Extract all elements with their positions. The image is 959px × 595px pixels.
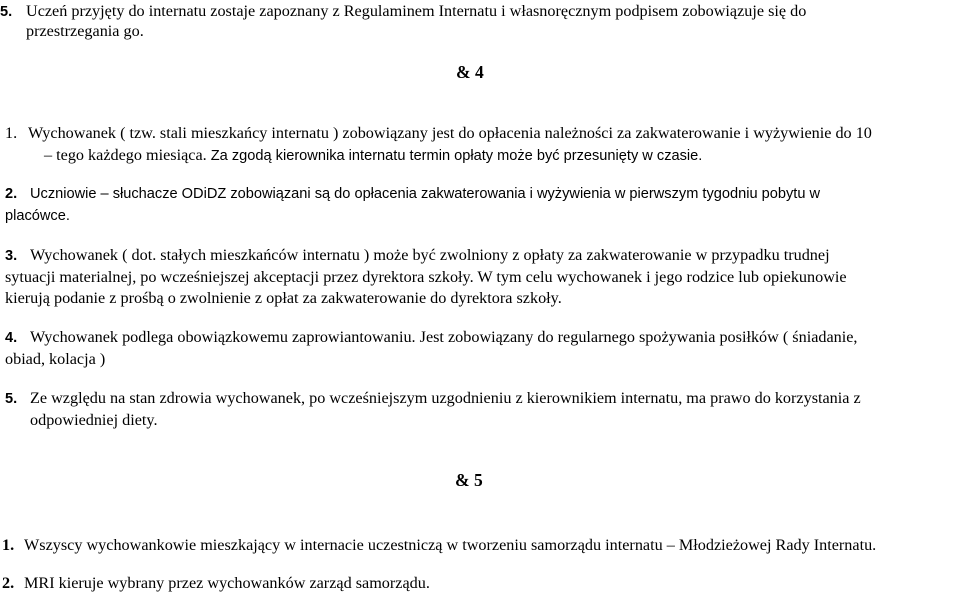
- section-4-point-5-line-2: odpowiedniej diety.: [30, 411, 158, 429]
- section-5-point-1-line-1: [2, 535, 876, 555]
- paragraph-number: 1.: [5, 124, 18, 142]
- paragraph-number: 3.: [5, 248, 18, 264]
- section-heading-5: & 5: [455, 470, 483, 490]
- paragraph-5-line-2: przestrzegania go.: [26, 22, 144, 40]
- paragraph-text: Wszyscy wychowankowie mieszkający w internacie uczestniczą w tworzeniu samorządu internatu – Młodzieżowej Rady Internatu.: [24, 536, 877, 554]
- section-4-point-4-line-2: obiad, kolacja ): [5, 350, 106, 368]
- section-4-point-2-line-2: placówce.: [5, 208, 70, 224]
- paragraph-text: Wychowanek ( tzw. stali mieszkańcy internatu ) zobowiązany jest do opłacenia należności za zakwaterowanie i wyżywienie do 10: [28, 124, 872, 142]
- section-4-point-3-line-2: sytuacji materialnej, po wcześniejszej akceptacji przez dyrektora szkoły. W tym celu wychowanek i jego rodzice lub opiekunowie: [5, 268, 847, 286]
- paragraph-number: 5.: [5, 391, 18, 407]
- paragraph-text: MRI kieruje wybrany przez wychowanków zarząd samorządu.: [24, 574, 430, 592]
- paragraph-text: Wychowanek podlega obowiązkowemu zaprowiantowaniu. Jest zobowiązany do regularnego spożywania posiłków ( śniadanie,: [30, 328, 858, 346]
- section-4-point-5-line-1: [5, 388, 861, 409]
- section-4-point-1-line-2: [44, 145, 702, 166]
- paragraph-number: 2.: [5, 186, 18, 202]
- paragraph-text: Uczniowie – słuchacze ODiDZ zobowiązani są do opłacenia zakwaterowania i wyżywienia w pierwszym tygodniu pobytu w: [30, 186, 821, 202]
- paragraph-text: Uczeń przyjęty do internatu zostaje zapoznany z Regulaminem Internatu i własnoręcznym podpisem zobowiązuje się do: [26, 2, 807, 20]
- paragraph-number: 5.: [0, 4, 13, 20]
- section-4-point-4-line-1: [5, 327, 857, 348]
- paragraph-text: Wychowanek ( dot. stałych mieszkańców internatu ) może być zwolniony z opłaty za zakwaterowanie w przypadku trudnej: [30, 246, 830, 264]
- section-4-point-1-line-1: [5, 123, 872, 143]
- paragraph-text: – tego każdego miesiąca.: [44, 146, 211, 164]
- paragraph-text-sans: Za zgodą kierownika internatu termin opłaty może być przesunięty w czasie.: [210, 148, 703, 164]
- paragraph-5-line-1: [0, 1, 806, 22]
- section-4-point-3-line-1: [5, 245, 830, 266]
- section-5-point-2-line-1: [2, 573, 430, 593]
- section-4-point-3-line-3: kierują podanie z prośbą o zwolnienie z opłat za zakwaterowanie do dyrektora szkoły.: [5, 289, 562, 307]
- paragraph-text: Ze względu na stan zdrowia wychowanek, po wcześniejszym uzgodnieniu z kierownikiem internatu, ma prawo do korzystania z: [30, 389, 861, 407]
- paragraph-number: 1.: [2, 536, 15, 554]
- section-4-point-2-line-1: [5, 184, 820, 204]
- paragraph-number: 2.: [2, 574, 15, 592]
- paragraph-number: 4.: [5, 330, 18, 346]
- section-heading-4: & 4: [456, 62, 484, 82]
